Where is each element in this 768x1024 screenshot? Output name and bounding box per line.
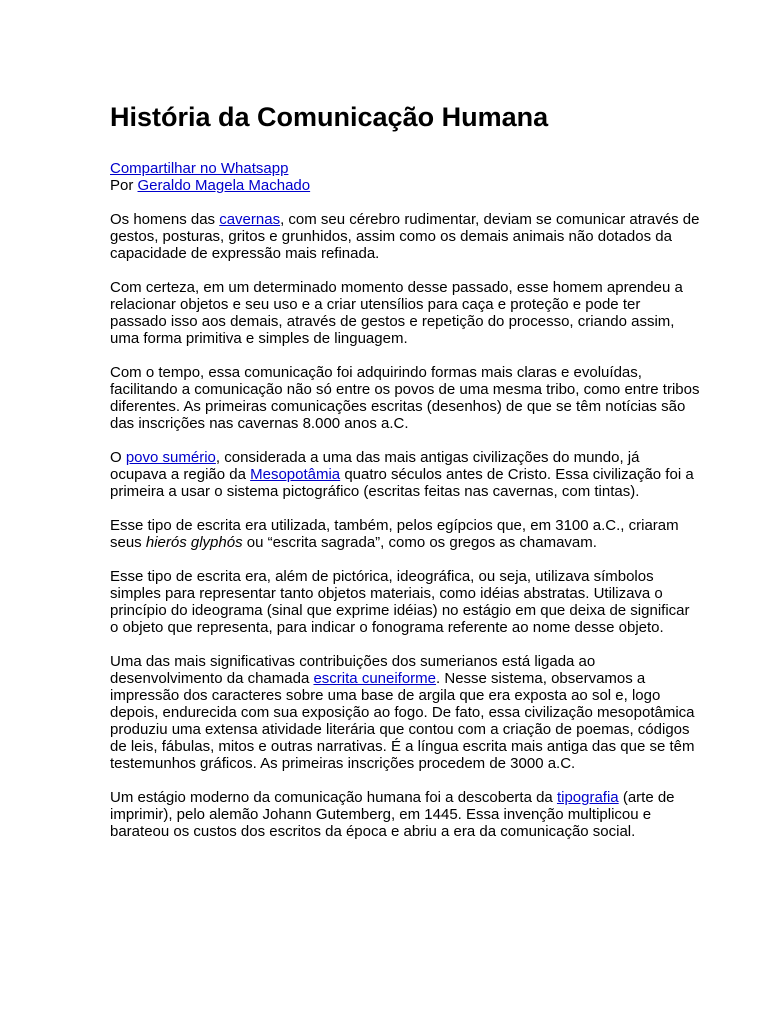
p1-text-b: , com seu cérebro rudimentar, deviam se comunicar através de gestos, posturas, gritos e grunhidos, assim como os demais animais não dotados da capacidade de expressão mais refinada.: [110, 211, 700, 262]
p5-text-a: Esse tipo de escrita era utilizada, também, pelos egípcios que, em 3100 a.C., criaram seus: [110, 517, 679, 551]
mesopotamia-link[interactable]: Mesopotâmia: [250, 466, 341, 483]
p7-text-b: . Nesse sistema, observamos a impressão dos caracteres sobre uma base de argila que era exposta ao sol e, logo depois, endurecida com sua exposição ao fogo. De fato, essa civilização mesopotâmica produziu uma extensa atividade literária que contou com a criação de poemas, códigos de leis, fábulas, mitos e outras narrativas. É a língua escrita mais antiga das que se têm testemunhos gráficos. As primeiras inscrições procedem de 3000 a.C.: [110, 670, 695, 772]
paragraph-5: [110, 517, 700, 551]
paragraph-8: [110, 789, 700, 840]
escrita-cuneiforme-link[interactable]: escrita cuneiforme: [313, 670, 437, 687]
article-meta: [110, 160, 700, 194]
p8-text-a: Um estágio moderno da comunicação humana foi a descoberta da: [110, 789, 557, 806]
tipografia-link[interactable]: tipografia: [556, 789, 619, 806]
p5-italic-term: hierós glyphós: [145, 534, 243, 551]
article: [110, 100, 700, 857]
p7-text-a: Uma das mais significativas contribuições dos sumerianos está ligada ao desenvolvimento da chamada: [110, 653, 596, 687]
byline: [110, 177, 700, 194]
paragraph-3: Com o tempo, essa comunicação foi adquirindo formas mais claras e evoluídas, facilitando a comunicação não só entre os povos de uma mesma tribo, como entre tribos diferentes. As primeiras comunicações escritas (desenhos) de que se têm notícias são das inscrições nas cavernas 8.000 anos a.C.: [110, 364, 700, 432]
page-title: História da Comunicação Humana: [110, 102, 549, 132]
paragraph-7: [110, 653, 700, 772]
p8-text-b: (arte de imprimir), pelo alemão Johann Gutemberg, em 1445. Essa invenção multiplicou e barateou os custos dos escritos da época e abriu a era da comunicação social.: [110, 789, 675, 840]
author-link[interactable]: Geraldo Magela Machado: [137, 177, 311, 194]
p1-text-a: Os homens das: [110, 211, 220, 228]
p4-text-c: quatro séculos antes de Cristo. Essa civilização foi a primeira a usar o sistema pictográfico (escritas feitas nas cavernas, com tintas).: [110, 466, 694, 500]
cavernas-link[interactable]: cavernas: [219, 211, 281, 228]
share-whatsapp-link[interactable]: Compartilhar no Whatsapp: [110, 160, 289, 177]
byline-prefix: Por: [110, 177, 138, 194]
paragraph-6: Esse tipo de escrita era, além de pictórica, ideográfica, ou seja, utilizava símbolos simples para representar tanto objetos materiais, como idéias abstratas. Utilizava o princípio do ideograma (sinal que exprime idéias) no estágio em que deixa de significar o objeto que representa, para indicar o fonograma referente ao nome desse objeto.: [110, 568, 690, 636]
paragraph-4: [110, 449, 700, 500]
povo-sumerio-link[interactable]: povo sumério: [125, 449, 216, 466]
paragraph-1: [110, 211, 700, 262]
paragraph-2: Com certeza, em um determinado momento desse passado, esse homem aprendeu a relacionar objetos e seu uso e a criar utensílios para caça e proteção e pode ter passado isso aos demais, através de gestos e repetição do processo, criando assim, uma forma primitiva e simples de linguagem.: [110, 279, 683, 347]
p5-text-b: ou “escrita sagrada”, como os gregos as chamavam.: [242, 534, 597, 551]
p4-text-a: O: [110, 449, 126, 466]
p4-text-b: , considerada a uma das mais antigas civilizações do mundo, já ocupava a região da: [110, 449, 640, 483]
